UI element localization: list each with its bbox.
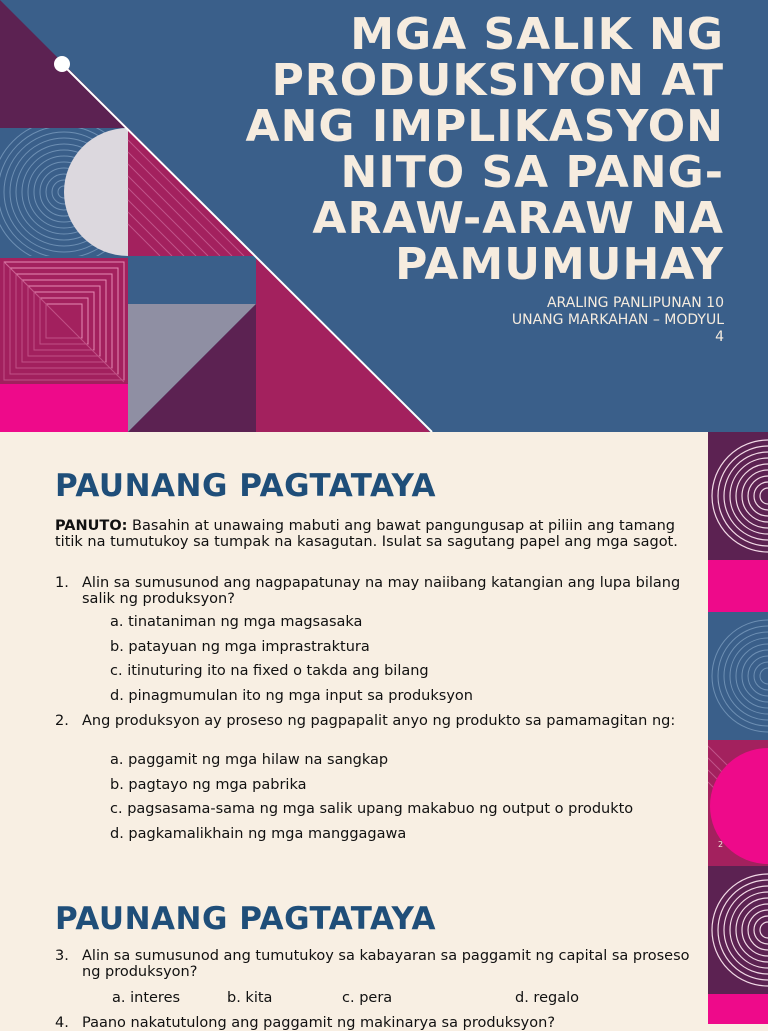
section-heading: PAUNANG PAGTATAYA <box>55 468 437 504</box>
option-2b: b. pagtayo ng mga pabrika <box>110 777 307 793</box>
option-1a: a. tinataniman ng mga magsasaka <box>110 614 363 630</box>
option-2c: c. pagsasama-sama ng mga salik upang makabuo ng output o produkto <box>110 801 634 817</box>
question-number: 3. <box>55 948 69 964</box>
question-number: 1. <box>55 575 69 591</box>
option-3a: a. interes <box>112 990 181 1006</box>
question-text: Alin sa sumusunod ang nagpapatunay na may naiibang katangian ang lupa bilang salik ng produksyon? <box>82 575 681 607</box>
instructions-label: PANUTO: <box>55 518 128 534</box>
instructions-text: Basahin at unawaing mabuti ang bawat pangungusap at piliin ang tamang titik na tumutukoy sa tumpak na kasagutan. Isulat sa sagutang papel ang mga sagot. <box>55 518 678 550</box>
question-3 <box>55 948 695 980</box>
question-2 <box>55 713 695 729</box>
subtitle-line-quarter: UNANG MARKAHAN – MODYUL <box>511 312 724 328</box>
option-3d: d. regalo <box>515 990 579 1006</box>
title-slide <box>0 0 768 432</box>
section-heading: PAUNANG PAGTATAYA <box>55 901 437 937</box>
option-2a: a. paggamit ng mga hilaw na sangkap <box>110 752 389 768</box>
option-1b: b. patayuan ng mga imprastraktura <box>110 639 370 655</box>
option-3b: b. kita <box>227 990 273 1006</box>
option-2d: d. pagkamalikhain ng mga manggagawa <box>110 826 407 842</box>
question-number: 2. <box>55 713 69 729</box>
question-4 <box>55 1015 695 1031</box>
question-text: Alin sa sumusunod ang tumutukoy sa kabayaran sa paggamit ng capital sa proseso ng produksyon? <box>82 948 690 980</box>
subtitle-line-subject: ARALING PANLIPUNAN 10 <box>546 295 724 311</box>
question-number: 4. <box>55 1015 69 1031</box>
decorative-strip <box>708 432 768 1024</box>
slide-title: MGA SALIK NG PRODUKSIYON AT ANG IMPLIKASYON NITO SA PANG-ARAW-ARAW NA PAMUMUHAY <box>245 9 724 290</box>
option-3c: c. pera <box>342 990 393 1006</box>
subtitle-line-module: 4 <box>715 329 724 345</box>
option-1d: d. pinagmumulan ito ng mga input sa produksyon <box>110 688 473 704</box>
option-1c: c. itinuturing ito na fixed o takda ang bilang <box>110 663 429 679</box>
slide-subtitle <box>424 295 724 346</box>
question-text: Ang produksyon ay proseso ng pagpapalit anyo ng produkto sa pamamagitan ng: <box>82 713 676 729</box>
question-1 <box>55 575 695 607</box>
question-text: Paano nakatutulong ang paggamit ng makinarya sa produksyon? <box>82 1015 556 1031</box>
page-number: 2 <box>718 840 724 849</box>
instructions <box>55 518 695 550</box>
